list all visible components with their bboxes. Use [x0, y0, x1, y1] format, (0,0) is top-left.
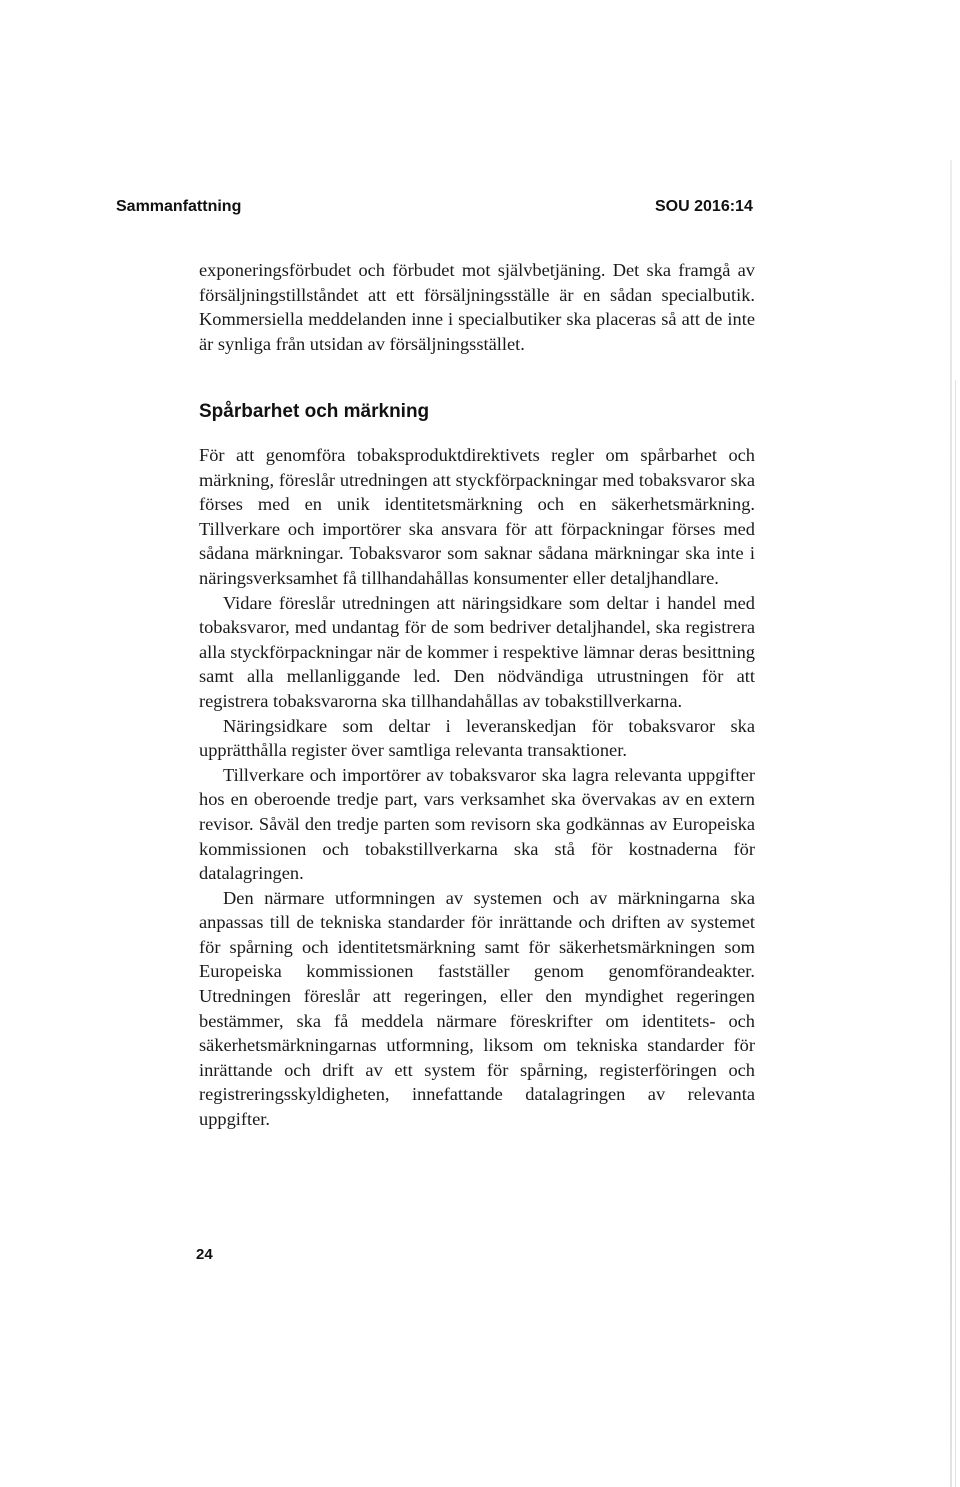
paragraph: Den närmare utformningen av systemen och av märkningarna ska anpassas till de tekniska standarder för inrättande och driften av systemet för spårning och identitetsmärkning samt för säkerhetsmärkningen som Europeiska kommissionen fastställer genom genomförandeakter. Utredningen föreslår att regeringen, eller den myndighet regeringen bestämmer, ska få meddela närmare föreskrifter om identitets- och säkerhetsmärkningarnas utformning, liksom om tekniska standarder för inrättande och drift av ett system för spårning, registerföringen och registreringsskyldigheten, innefattande datalagringen av relevanta uppgifter. [199, 887, 755, 1130]
page-number: 24 [196, 1246, 213, 1263]
section-heading: Spårbarhet och märkning [199, 401, 430, 422]
running-header-title: Sammanfattning [116, 198, 242, 215]
paragraph: exponeringsförbudet och förbudet mot självbetjäning. Det ska framgå av försäljningstillståndet att ett försäljningsställe är en sådan specialbutik. Kommersiella meddelanden inne i specialbutiker ska placeras så att de inte är synliga från utsidan av försäljningsstället. [199, 260, 755, 354]
section-body [199, 443, 755, 1132]
paragraph: Vidare föreslår utredningen att näringsidkare som deltar i handel med tobaksvaror, med undantag för de som bedriver detaljhandel, ska registrera alla styckförpackningar när de kommer i respektive lämnar deras besittning samt alla mellanliggande led. Den nödvändiga utrustningen för att registrera tobaksvarorna ska tillhandahållas av tobakstillverkarna. [199, 592, 755, 711]
paragraph: Näringsidkare som deltar i leveranskedjan för tobaksvaror ska upprätthålla register över samtliga relevanta transaktioner. [199, 715, 755, 761]
running-header-reference: SOU 2016:14 [655, 198, 753, 215]
scan-edge-artifact [955, 380, 956, 1487]
paragraph: För att genomföra tobaksproduktdirektivets regler om spårbarhet och märkning, föreslår utredningen att styckförpackningar med tobaksvaror ska förses med en unik identitetsmärkning och en säkerhetsmärkning. Tillverkare och importörer ska ansvara för att förpackningar förses med sådana märkningar. Tobaksvaror som saknar sådana märkningar ska inte i näringsverksamhet få tillhandahållas konsumenter eller detaljhandlare. [199, 445, 755, 588]
paragraph: Tillverkare och importörer av tobaksvaror ska lagra relevanta uppgifter hos en oberoende tredje part, vars verksamhet ska övervakas av en extern revisor. Såväl den tredje parten som revisorn ska godkännas av Europeiska kommissionen och tobakstillverkarna ska stå för kostnaderna för datalagringen. [199, 764, 755, 884]
intro-paragraph [199, 258, 755, 356]
scan-edge-artifact [950, 160, 952, 1487]
